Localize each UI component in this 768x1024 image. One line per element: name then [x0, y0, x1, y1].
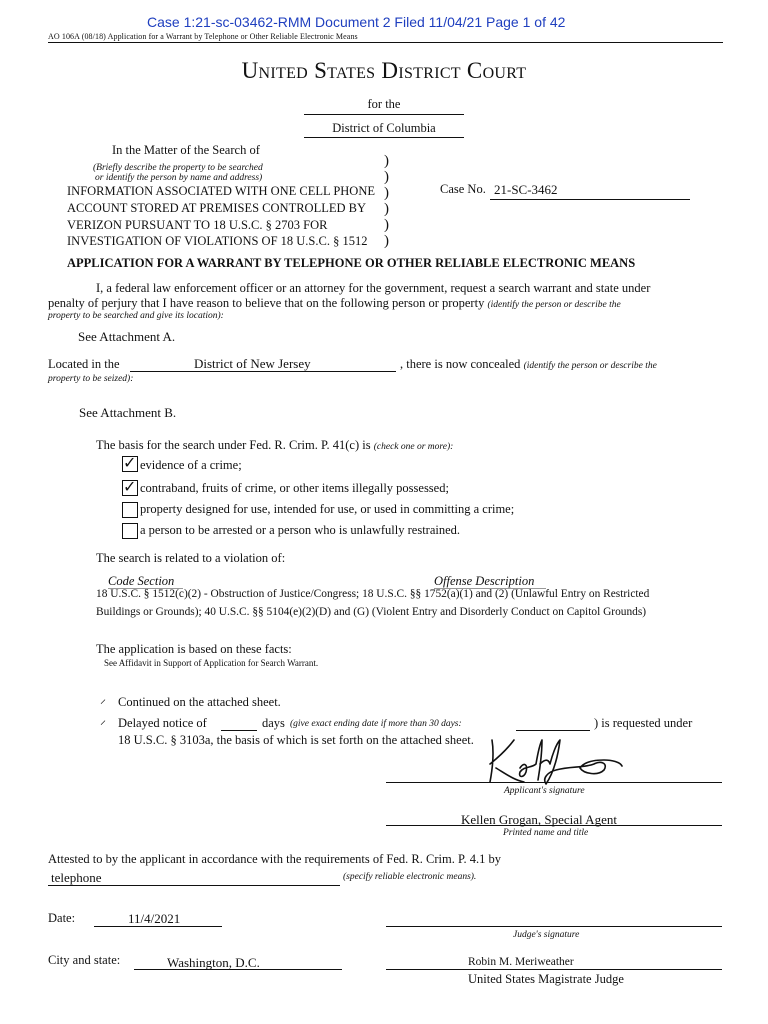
case-number-line [490, 199, 690, 200]
violation-line-1: 18 U.S.C. § 1512(c)(2) - Obstruction of Justice/Congress; 18 U.S.C. §§ 1752(a)(1) and (2) (Unlawful Entry on Restricted [96, 588, 650, 600]
located-note-1: (identify the person or describe the [523, 361, 657, 371]
date-value: 11/4/2021 [128, 911, 181, 926]
matter-line-2: ACCOUNT STORED AT PREMISES CONTROLLED BY [67, 201, 366, 215]
attachment-a: See Attachment A. [78, 329, 176, 344]
continued-text: Continued on the attached sheet. [118, 695, 281, 709]
matter-line-3: VERIZON PURSUANT TO 18 U.S.C. § 2703 FOR [67, 218, 328, 232]
intro-line-2-note: (identify the person or describe the [487, 300, 621, 310]
district-line [304, 114, 464, 115]
continued-bullet-icon[interactable]: ⸍ [100, 697, 107, 711]
matter-line-4: INVESTIGATION OF VIOLATIONS OF 18 U.S.C. § 1512 [67, 234, 368, 248]
judge-title: United States Magistrate Judge [468, 972, 624, 986]
facts-label: The application is based on these facts: [96, 642, 292, 656]
delayed-suffix: ) is requested under [594, 716, 693, 730]
city-value: Washington, D.C. [167, 955, 260, 970]
basis-label-text: The basis for the search under Fed. R. Crim. P. 41(c) is [96, 438, 371, 452]
date-label: Date: [48, 911, 76, 925]
date-line [94, 926, 222, 927]
judge-signature-line [386, 926, 722, 927]
intro-line-2-text: penalty of perjury that I have reason to believe that on the following person or property [48, 296, 485, 310]
attestation-text: Attested to by the applicant in accordance with the requirements of Fed. R. Crim. P. 4.1 by [48, 852, 502, 866]
code-section-header: Code Section [108, 574, 175, 588]
filing-stamp: Case 1:21-sc-03462-RMM Document 2 Filed 11/04/21 Page 1 of 42 [147, 14, 566, 30]
intro-line-1: I, a federal law enforcement officer or an attorney for the government, request a search warrant and state under [96, 281, 651, 295]
intro-line-3-note: property to be searched and give its location): [48, 311, 224, 321]
check-mark-icon: ✓ [123, 453, 137, 472]
matter-instruction-1: (Briefly describe the property to be searched [93, 163, 263, 173]
checkbox-evidence[interactable] [122, 453, 138, 472]
applicant-signature-label: Applicant's signature [504, 786, 585, 796]
applicant-name-line [386, 825, 722, 826]
delayed-date-line [516, 730, 590, 731]
violation-line-2: Buildings or Grounds); 40 U.S.C. §§ 5104(e)(2)(D) and (G) (Violent Entry and Disorderly Conduct on Capitol Grounds) [96, 606, 647, 618]
located-suffix-text: , there is now concealed [400, 357, 521, 371]
facts-detail: See Affidavit in Support of Application for Search Warrant. [104, 658, 319, 668]
judge-name-line [386, 969, 722, 970]
delayed-days-line [221, 730, 257, 731]
basis-label [96, 438, 453, 453]
court-title: United States District Court [241, 58, 527, 83]
checkbox-property[interactable] [122, 502, 138, 518]
located-district: District of New Jersey [194, 356, 311, 371]
delayed-note: (give exact ending date if more than 30 days: [290, 719, 462, 729]
applicant-signature-line [386, 782, 722, 783]
city-line [134, 969, 342, 970]
attachment-b: See Attachment B. [79, 405, 177, 420]
application-title: APPLICATION FOR A WARRANT BY TELEPHONE OR OTHER RELIABLE ELECTRONIC MEANS [67, 256, 636, 270]
matter-brace: ) ) ) ) ) ) [384, 153, 389, 249]
judge-signature-label: Judge's signature [513, 930, 580, 940]
court-for: for the [367, 97, 401, 111]
option-person: a person to be arrested or a person who is unlawfully restrained. [140, 523, 461, 537]
option-contraband: contraband, fruits of crime, or other items illegally possessed; [140, 481, 449, 495]
violation-label: The search is related to a violation of: [96, 551, 286, 565]
applicant-name-title: Kellen Grogan, Special Agent [461, 812, 617, 827]
option-property: property designed for use, intended for use, or used in committing a crime; [140, 502, 515, 516]
intro-line-2 [48, 296, 621, 311]
case-label: Case No. [440, 182, 486, 196]
applicant-name-label: Printed name and title [503, 828, 589, 838]
city-label: City and state: [48, 953, 121, 967]
judge-name: Robin M. Meriweather [468, 956, 574, 968]
checkbox-person[interactable] [122, 523, 138, 539]
option-evidence: evidence of a crime; [140, 458, 242, 472]
delayed-prefix: Delayed notice of [118, 716, 207, 730]
check-mark-icon: ✓ [123, 477, 137, 496]
matter-line-1: INFORMATION ASSOCIATED WITH ONE CELL PHONE [67, 184, 375, 198]
district-line-2 [304, 137, 464, 138]
delayed-line-2: 18 U.S.C. § 3103a, the basis of which is set forth on the attached sheet. [118, 733, 474, 747]
applicant-signature [484, 734, 629, 788]
matter-heading: In the Matter of the Search of [112, 143, 260, 157]
checkbox-contraband[interactable] [122, 477, 138, 496]
delayed-days: days [262, 716, 285, 730]
attestation-means-note: (specify reliable electronic means). [343, 872, 477, 882]
court-district: District of Columbia [332, 121, 436, 135]
matter-instruction-2: or identify the person by name and address) [95, 173, 263, 183]
delayed-bullet-icon[interactable]: ⸍ [100, 718, 107, 732]
located-prefix: Located in the [48, 357, 120, 371]
offense-description-header: Offense Description [434, 574, 535, 588]
header-rule [48, 42, 723, 43]
located-suffix [400, 357, 657, 372]
attestation-means-line [48, 885, 340, 886]
case-number: 21-SC-3462 [494, 182, 558, 197]
basis-note: (check one or more): [373, 442, 454, 452]
located-note-2: property to be seized): [48, 374, 134, 384]
attestation-means: telephone [51, 870, 102, 885]
form-id: AO 106A (08/18) Application for a Warrant by Telephone or Other Reliable Electronic Means [48, 32, 358, 41]
